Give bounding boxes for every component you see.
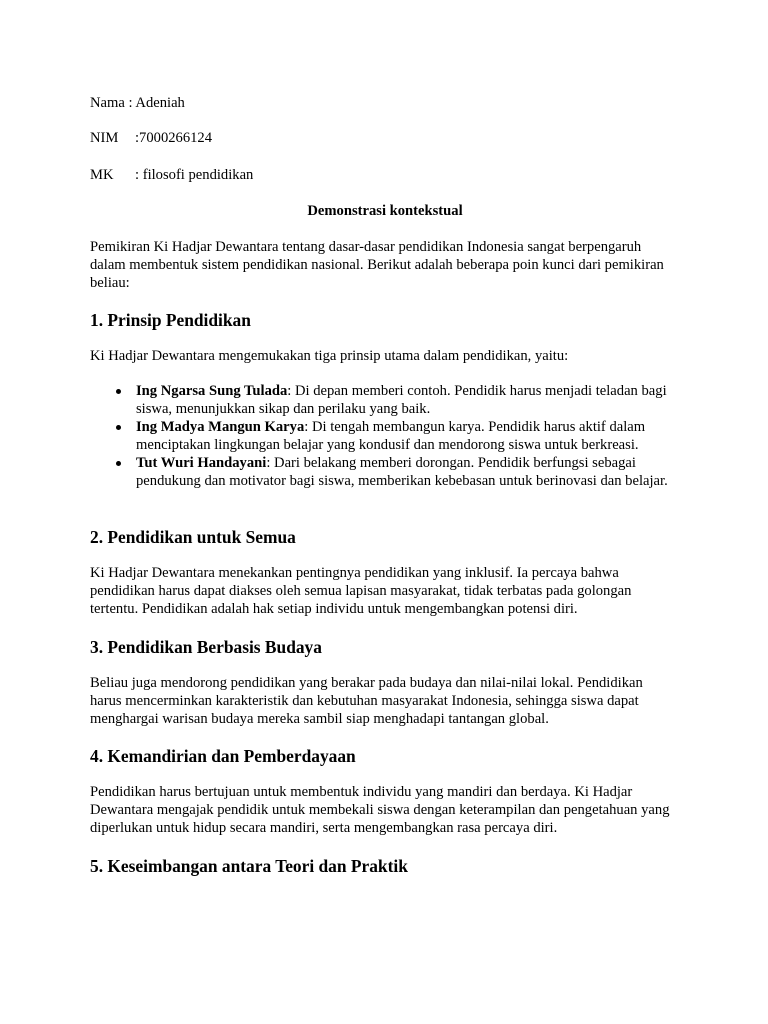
- nim-label: NIM: [90, 130, 119, 146]
- section-2-paragraph: Ki Hadjar Dewantara menekankan pentingnya pendidikan yang inklusif. Ia percaya bahwa pendidikan harus dapat diakses oleh semua lapisan masyarakat, tidak terbatas pada golongan tertentu. Pendidikan adalah hak setiap individu untuk mengembangkan potensi diri.: [90, 565, 632, 617]
- principle-description: : Di depan memberi contoh. Pendidik harus menjadi teladan bagi siswa, menunjukkan sikap dan perilaku yang baik.: [136, 383, 667, 417]
- nim-line: [90, 129, 212, 147]
- document-title: Demonstrasi kontekstual: [307, 203, 463, 219]
- nama-value: Adeniah: [135, 95, 185, 111]
- principle-term: Ing Ngarsa Sung Tulada: [136, 383, 288, 399]
- mk-line: [90, 166, 253, 184]
- principles-list: [90, 382, 680, 490]
- section-3-heading: 3. Pendidikan Berbasis Budaya: [90, 637, 322, 657]
- principle-term: Tut Wuri Handayani: [136, 455, 267, 471]
- section-4-paragraph: Pendidikan harus bertujuan untuk membentuk individu yang mandiri dan berdaya. Ki Hadjar Dewantara mengajak pendidik untuk membekali siswa dengan keterampilan dan pengetahuan yang diperlukan untuk hidup secara mandiri, serta mengembangkan rasa percaya diri.: [90, 784, 670, 836]
- principle-item: [90, 418, 680, 454]
- bullet-icon: [116, 389, 121, 394]
- section-1-paragraph: Ki Hadjar Dewantara mengemukakan tiga prinsip utama dalam pendidikan, yaitu:: [90, 348, 569, 364]
- principle-description: : Dari belakang memberi dorongan. Pendidik berfungsi sebagai pendukung dan motivator bagi siswa, memberikan kebebasan untuk berinovasi dan belajar.: [136, 455, 668, 489]
- nama-line: [90, 94, 185, 112]
- mk-label: MK: [90, 167, 114, 183]
- nama-label: Nama :: [90, 95, 136, 111]
- principle-term: Ing Madya Mangun Karya: [136, 419, 305, 435]
- section-5-heading: 5. Keseimbangan antara Teori dan Praktik: [90, 856, 408, 876]
- mk-value: : filosofi pendidikan: [135, 167, 254, 183]
- principle-item: [90, 454, 680, 490]
- principle-description: : Di tengah membangun karya. Pendidik harus aktif dalam menciptakan lingkungan belajar yang kondusif dan mendorong siswa untuk berkreasi.: [136, 419, 646, 453]
- nim-value: :7000266124: [135, 130, 213, 146]
- section-4-heading: 4. Kemandirian dan Pemberdayaan: [90, 746, 356, 766]
- intro-paragraph: Pemikiran Ki Hadjar Dewantara tentang dasar-dasar pendidikan Indonesia sangat berpengaruh dalam membentuk sistem pendidikan nasional. Berikut adalah beberapa poin kunci dari pemikiran beliau:: [90, 239, 664, 291]
- section-3-paragraph: Beliau juga mendorong pendidikan yang berakar pada budaya dan nilai-nilai lokal. Pendidikan harus mencerminkan karakteristik dan kebutuhan masyarakat Indonesia, sehingga siswa dapat menghargai warisan budaya mereka sambil siap menghadapi tantangan global.: [90, 675, 643, 727]
- principle-item: [90, 382, 680, 418]
- bullet-icon: [116, 461, 121, 466]
- section-1-heading: 1. Prinsip Pendidikan: [90, 310, 251, 330]
- section-2-heading: 2. Pendidikan untuk Semua: [90, 527, 296, 547]
- bullet-icon: [116, 425, 121, 430]
